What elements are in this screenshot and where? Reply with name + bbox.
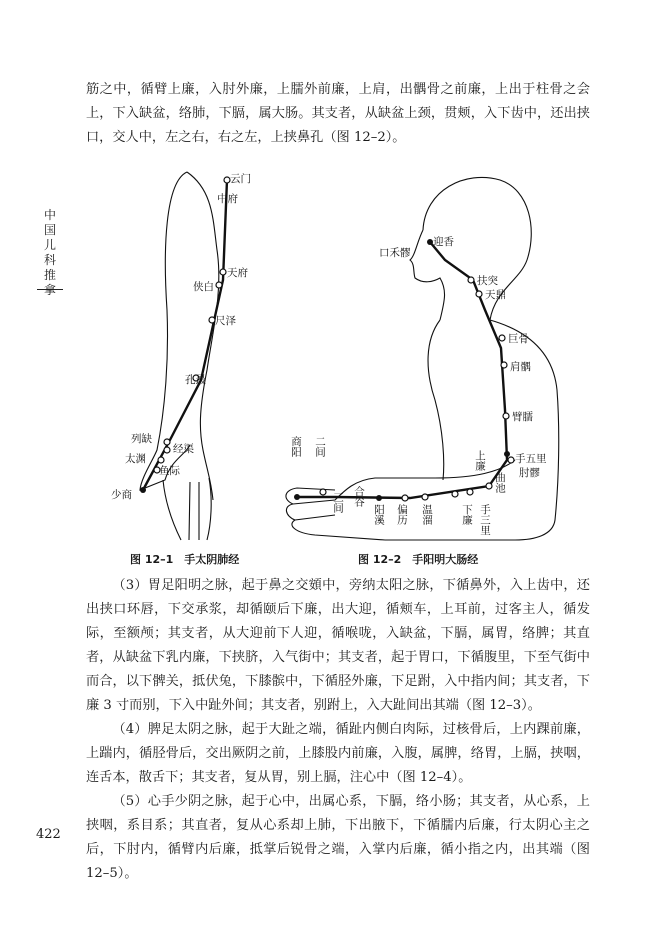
side-section-label: 中国儿科推拿 xyxy=(43,208,56,297)
label-tianding: 天鼎 xyxy=(485,289,506,301)
caption-figure-12-1: 图 12–1 手太阴肺经 xyxy=(130,553,240,566)
label-wenliu: 温溜 xyxy=(421,504,433,525)
label-yuji: 鱼际 xyxy=(159,465,180,477)
figure-large-intestine-meridian xyxy=(275,160,575,545)
label-pianli: 偏历 xyxy=(396,504,408,525)
label-tianfu: 天府 xyxy=(227,267,248,279)
label-kouheliao: 口禾髎 xyxy=(379,247,411,259)
label-xialian: 下廉 xyxy=(461,504,473,525)
label-jugu: 巨骨 xyxy=(508,333,529,345)
label-yunmen: 云门 xyxy=(230,173,251,185)
label-shangyang: 商阳 xyxy=(290,436,302,457)
label-yingxiang: 迎香 xyxy=(433,236,454,248)
label-taiyuan: 太渊 xyxy=(125,453,146,465)
caption-figure-12-2: 图 12–2 手阳明大肠经 xyxy=(358,553,479,566)
label-quchi: 曲池 xyxy=(494,472,506,493)
label-chize: 尺泽 xyxy=(215,315,236,327)
figure-lung-meridian xyxy=(95,160,285,545)
paragraph-heart-meridian: （5）心手少阴之脉，起于心中，出属心系，下膈，络小肠；其支者，从心系，上挟咽，系目系；其直者，复从心系却上肺，下出腋下，下循臑内后廉，行太阴心主之后，下肘内，循臂内后廉，抵掌后锐骨之端，入掌内后廉，循小指之内，出其端（图 12–5）。 xyxy=(86,794,590,881)
label-shousanli: 手三里 xyxy=(479,504,491,536)
label-zhouliao: 肘髎 xyxy=(519,467,540,479)
paragraph-spleen-meridian: （4）脾足太阴之脉，起于大趾之端，循趾内侧白肉际，过核骨后，上内踝前廉，上踹内，循胫骨后，交出厥阴之前，上膝股内前廉，入腹，属脾，络胃，上膈，挟咽，连舌本，散舌下；其支者，复从胃，别上膈，注心中（图 12–4）。 xyxy=(86,722,590,785)
label-shanglian: 上廉 xyxy=(474,450,486,471)
side-divider xyxy=(37,289,63,290)
page-number: 422 xyxy=(36,827,61,842)
paragraph-intro: 筋之中，循臂上廉，入肘外廉，上臑外前廉，上肩，出髃骨之前廉，上出于柱骨之会上，下入缺盆，络肺，下膈，属大肠。其支者，从缺盆上颈，贯颊，入下齿中，还出挟口，交人中，左之右，右之左，上挟鼻孔（图 12–2）。 xyxy=(86,82,590,145)
label-shouwuli: 手五里 xyxy=(515,453,547,465)
label-shaoshang: 少商 xyxy=(111,489,132,501)
paragraph-stomach-meridian: （3）胃足阳明之脉，起于鼻之交頞中，旁纳太阳之脉，下循鼻外，入上齿中，还出挟口环唇，下交承浆，却循颐后下廉，出大迎，循颊车，上耳前，过客主人，循发际，至额颅；其支者，从大迎前下人迎，循喉咙，入缺盆，下膈，属胃，络脾；其直者，从缺盆下乳内廉，下挟脐，入气街中；其支者，起于胃口，下循腹里，下至气街中而合，以下髀关，抵伏兔，下膝髌中，下循胫外廉，下足跗，入中指内间；其支者，下廉 3 寸而别，下入中趾外间；其支者，别跗上，入大趾间出其端（图 12–3）。 xyxy=(86,578,590,713)
label-jingqu: 经渠 xyxy=(173,443,194,455)
label-yangxi: 阳溪 xyxy=(373,504,385,525)
label-lieque: 列缺 xyxy=(131,433,152,445)
label-sanjian: 三间 xyxy=(332,492,344,513)
label-hegu: 合谷 xyxy=(353,486,365,507)
label-jianyu: 肩髃 xyxy=(510,361,531,373)
label-erjian: 二间 xyxy=(314,436,326,457)
label-futu: 扶突 xyxy=(477,275,498,287)
label-xiabai: 侠白 xyxy=(193,281,214,293)
label-binao: 臂臑 xyxy=(512,411,533,423)
label-zhongfu: 中府 xyxy=(217,193,238,205)
label-kongzui: 孔最 xyxy=(185,374,206,386)
